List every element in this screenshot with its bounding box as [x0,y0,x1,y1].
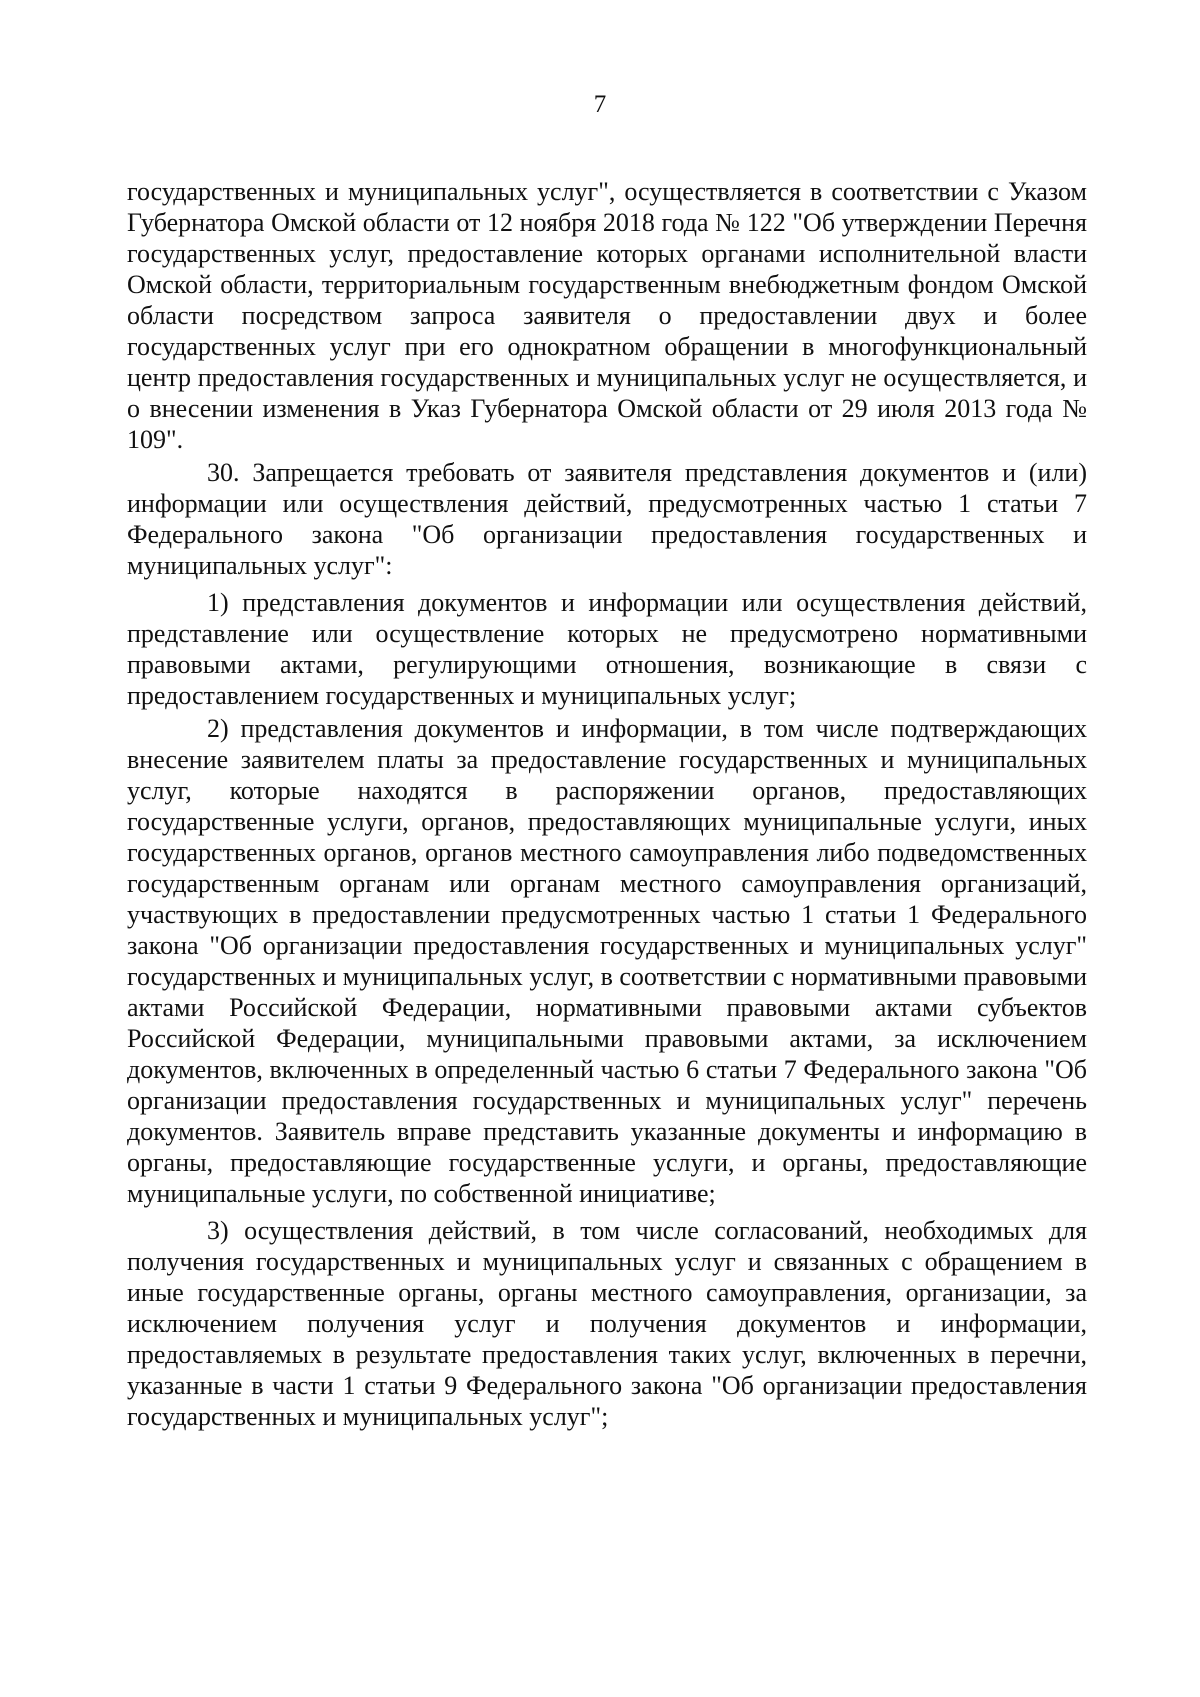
paragraph-subitem-2: 2) представления документов и информации, в том числе подтверждающих внесение заявителем платы за предоставление государственных и муниципальных услуг, которые находятся в распоряжении органов, предоставляющих государственные услуги, органов, предоставляющих муниципальные услуги, иных государственных органов, органов местного самоуправления либо подведомственных государственным органам или органам местного самоуправления организаций, участвующих в предоставлении предусмотренных частью 1 статьи 1 Федерального закона "Об организации предоставления государственных и муниципальных услуг" государственных и муниципальных услуг, в соответствии с нормативными правовыми актами Российской Федерации, нормативными правовыми актами субъектов Российской Федерации, муниципальными правовыми актами, за исключением документов, включенных в определенный частью 6 статьи 7 Федерального закона "Об организации предоставления государственных и муниципальных услуг" перечень документов. Заявитель вправе представить указанные документы и информацию в органы, предоставляющие государственные услуги, и органы, предоставляющие муниципальные услуги, по собственной инициативе; [127,714,1087,1208]
paragraph-continuation: государственных и муниципальных услуг", осуществляется в соответствии с Указом Губернатора Омской области от 12 ноября 2018 года № 122 "Об утверждении Перечня государственных услуг, предоставление которых органами исполнительной власти Омской области, территориальным государственным внебюджетным фондом Омской области посредством запроса заявителя о предоставлении двух и более государственных услуг при его однократном обращении в многофункциональный центр предоставления государственных и муниципальных услуг не осуществляется, и о внесении изменения в Указ Губернатора Омской области от 29 июля 2013 года № 109". [127,177,1087,454]
paragraph-item-30: 30. Запрещается требовать от заявителя представления документов и (или) информации или осуществления действий, предусмотренных частью 1 статьи 7 Федерального закона "Об организации предоставления государственных и муниципальных услуг": [127,458,1087,580]
page-number: 7 [593,91,607,118]
paragraph-subitem-1: 1) представления документов и информации или осуществления действий, представление или осуществление которых не предусмотрено нормативными правовыми актами, регулирующими отношения, возникающие в связи с предоставлением государственных и муниципальных услуг; [127,588,1087,710]
document-body [127,176,1087,1432]
paragraph-subitem-3: 3) осуществления действий, в том числе согласований, необходимых для получения государственных и муниципальных услуг и связанных с обращением в иные государственные органы, органы местного самоуправления, организации, за исключением получения услуг и получения документов и информации, предоставляемых в результате предоставления таких услуг, включенных в перечни, указанные в части 1 статьи 9 Федерального закона "Об организации предоставления государственных и муниципальных услуг"; [127,1216,1087,1431]
